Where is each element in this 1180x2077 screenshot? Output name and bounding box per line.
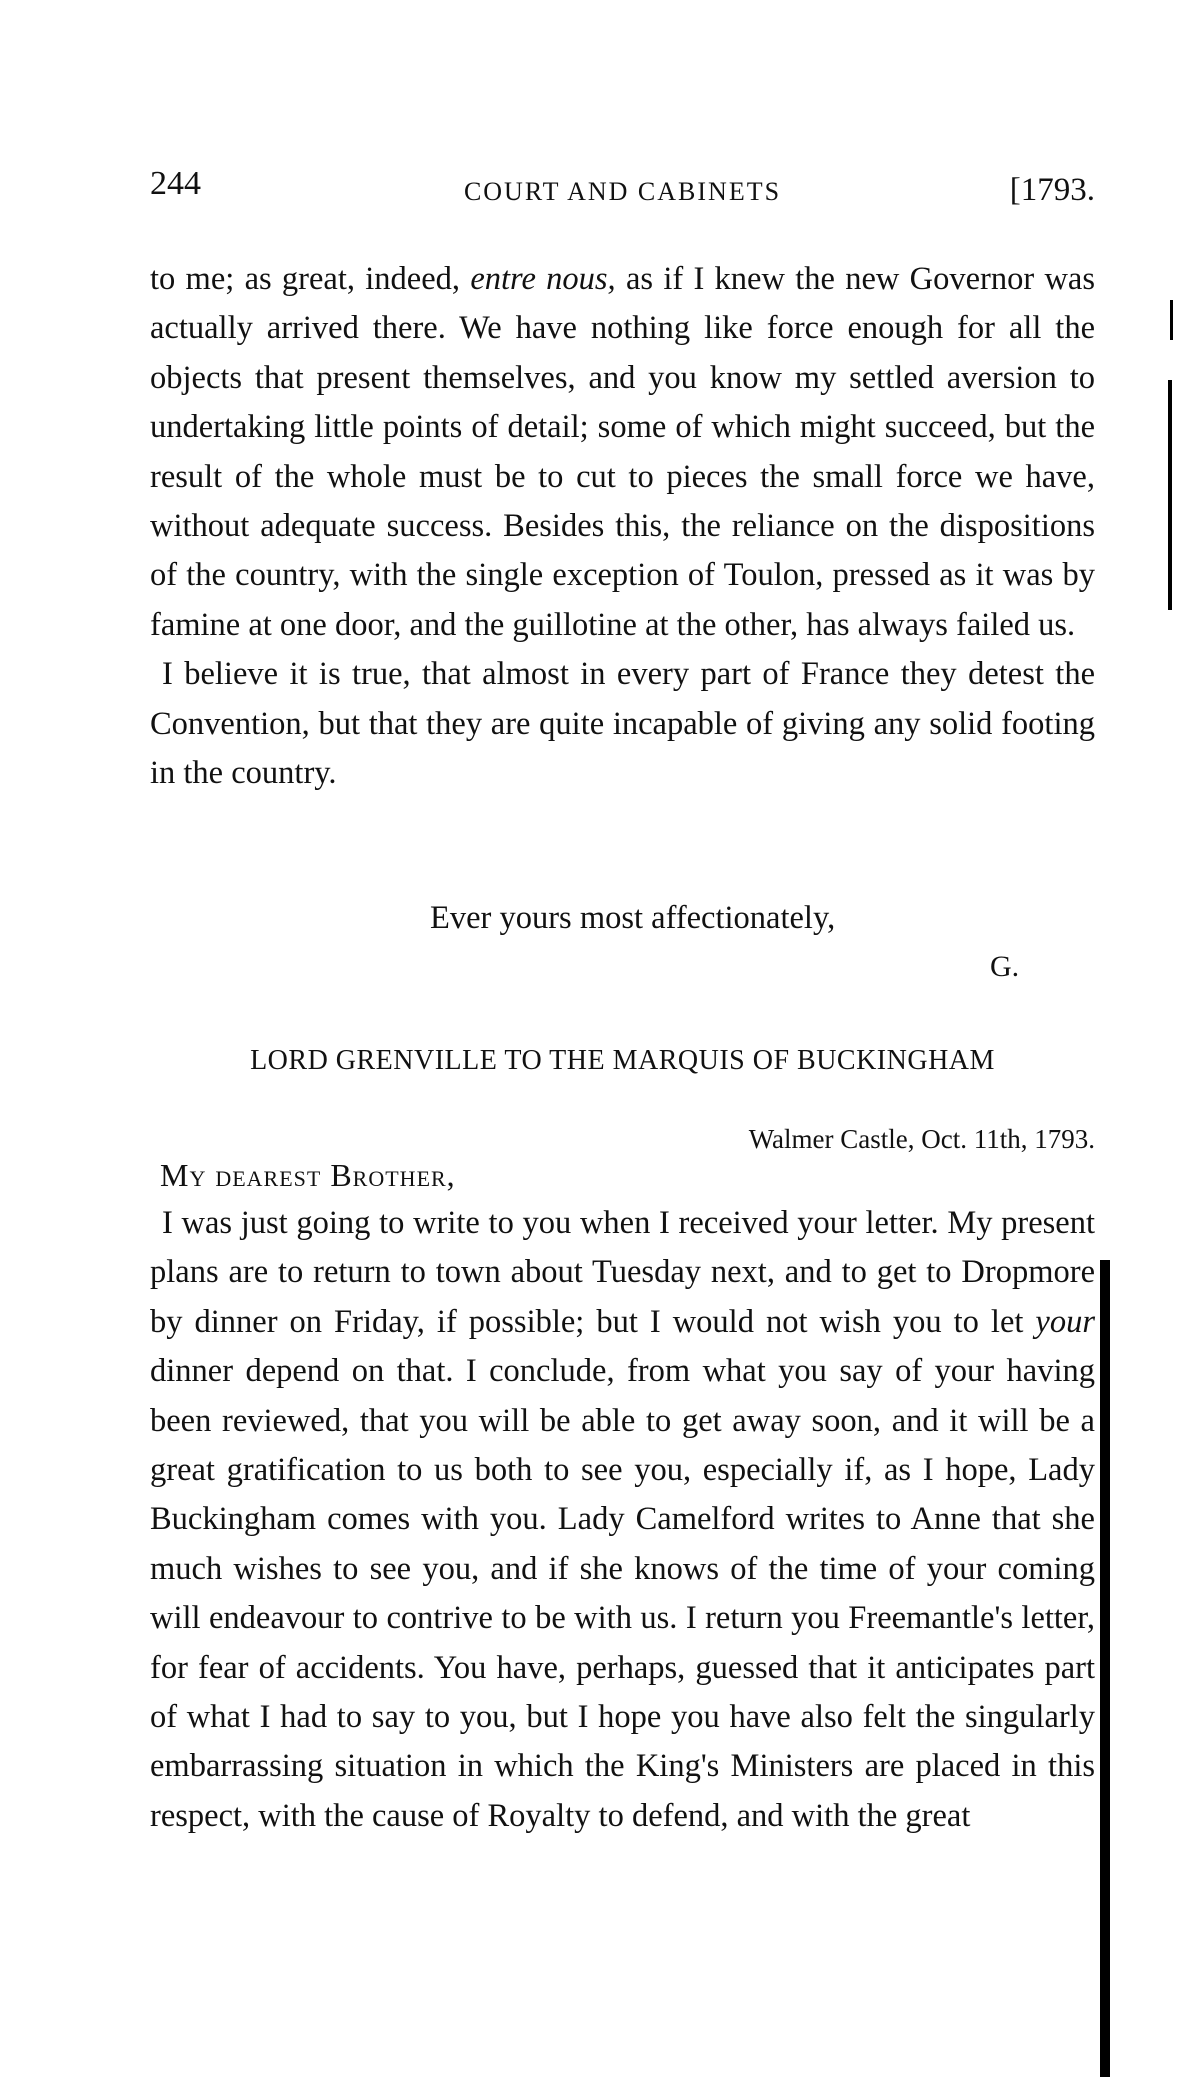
paragraph: to me; as great, indeed, entre nous, as if I knew the new Governor was actually arrived there. We have nothing like force enough for all the objects that present themselves, and you know my settled aversion to undertaking little points of detail; some of which might succeed, but the result of the whole must be to cut to pieces the small force we have, without adequate success. Besides this, the reliance on the dispositions of the country, with the single exception of Toulon, pressed as it was by famine at one door, and the guillotine at the other, has always failed us. xyxy=(150,261,1095,643)
paragraph: I was just going to write to you when I received your letter. My present plans are to return to town about Tuesday next, and to get to Dropmore by dinner on Friday, if possible; but I would not wish you to let your dinner depend on that. I conclude, from what you say of your having been reviewed, that you will be able to get away soon, and it will be a great gratification to us both to see you, especially if, as I hope, Lady Buckingham comes with you. Lady Camelford writes to Anne that she much wishes to see you, and if she knows of the time of your coming will endeavour to contrive to be with us. I return you Freemantle's letter, for fear of accidents. You have, perhaps, guessed that it anticipates part of what I had to say to you, but I hope you have also felt the singularly embarrassing situation in which the King's Ministers are placed in this respect, with the cause of Royalty to defend, and with the great xyxy=(150,1205,1095,1834)
scan-binding-shadow xyxy=(1100,1260,1110,2077)
letter-body xyxy=(150,1199,1095,1841)
paragraph: I believe it is true, that almost in every part of France they detest the Convention, but that they are quite incapable of giving any solid footing in the country. xyxy=(150,656,1095,792)
running-title: COURT AND CABINETS xyxy=(463,177,782,206)
italic-phrase: entre nous, xyxy=(470,261,616,297)
page-header xyxy=(150,165,1095,215)
letter-continuation xyxy=(150,255,1095,798)
scan-margin-artifact xyxy=(1168,380,1172,610)
header-year: [1793. xyxy=(1009,172,1095,208)
letter-salutation: My dearest Brother, xyxy=(160,1157,456,1193)
page-number: 244 xyxy=(150,165,201,202)
italic-word: your xyxy=(1035,1303,1095,1340)
scan-margin-artifact xyxy=(1170,300,1173,340)
letter-heading: LORD GRENVILLE TO THE MARQUIS OF BUCKINGHAM xyxy=(250,1045,995,1076)
letter-closing: Ever yours most affectionately, xyxy=(430,900,836,936)
letter-signature: G. xyxy=(990,950,1020,983)
letter-dateline: Walmer Castle, Oct. 11th, 1793. xyxy=(748,1124,1095,1154)
